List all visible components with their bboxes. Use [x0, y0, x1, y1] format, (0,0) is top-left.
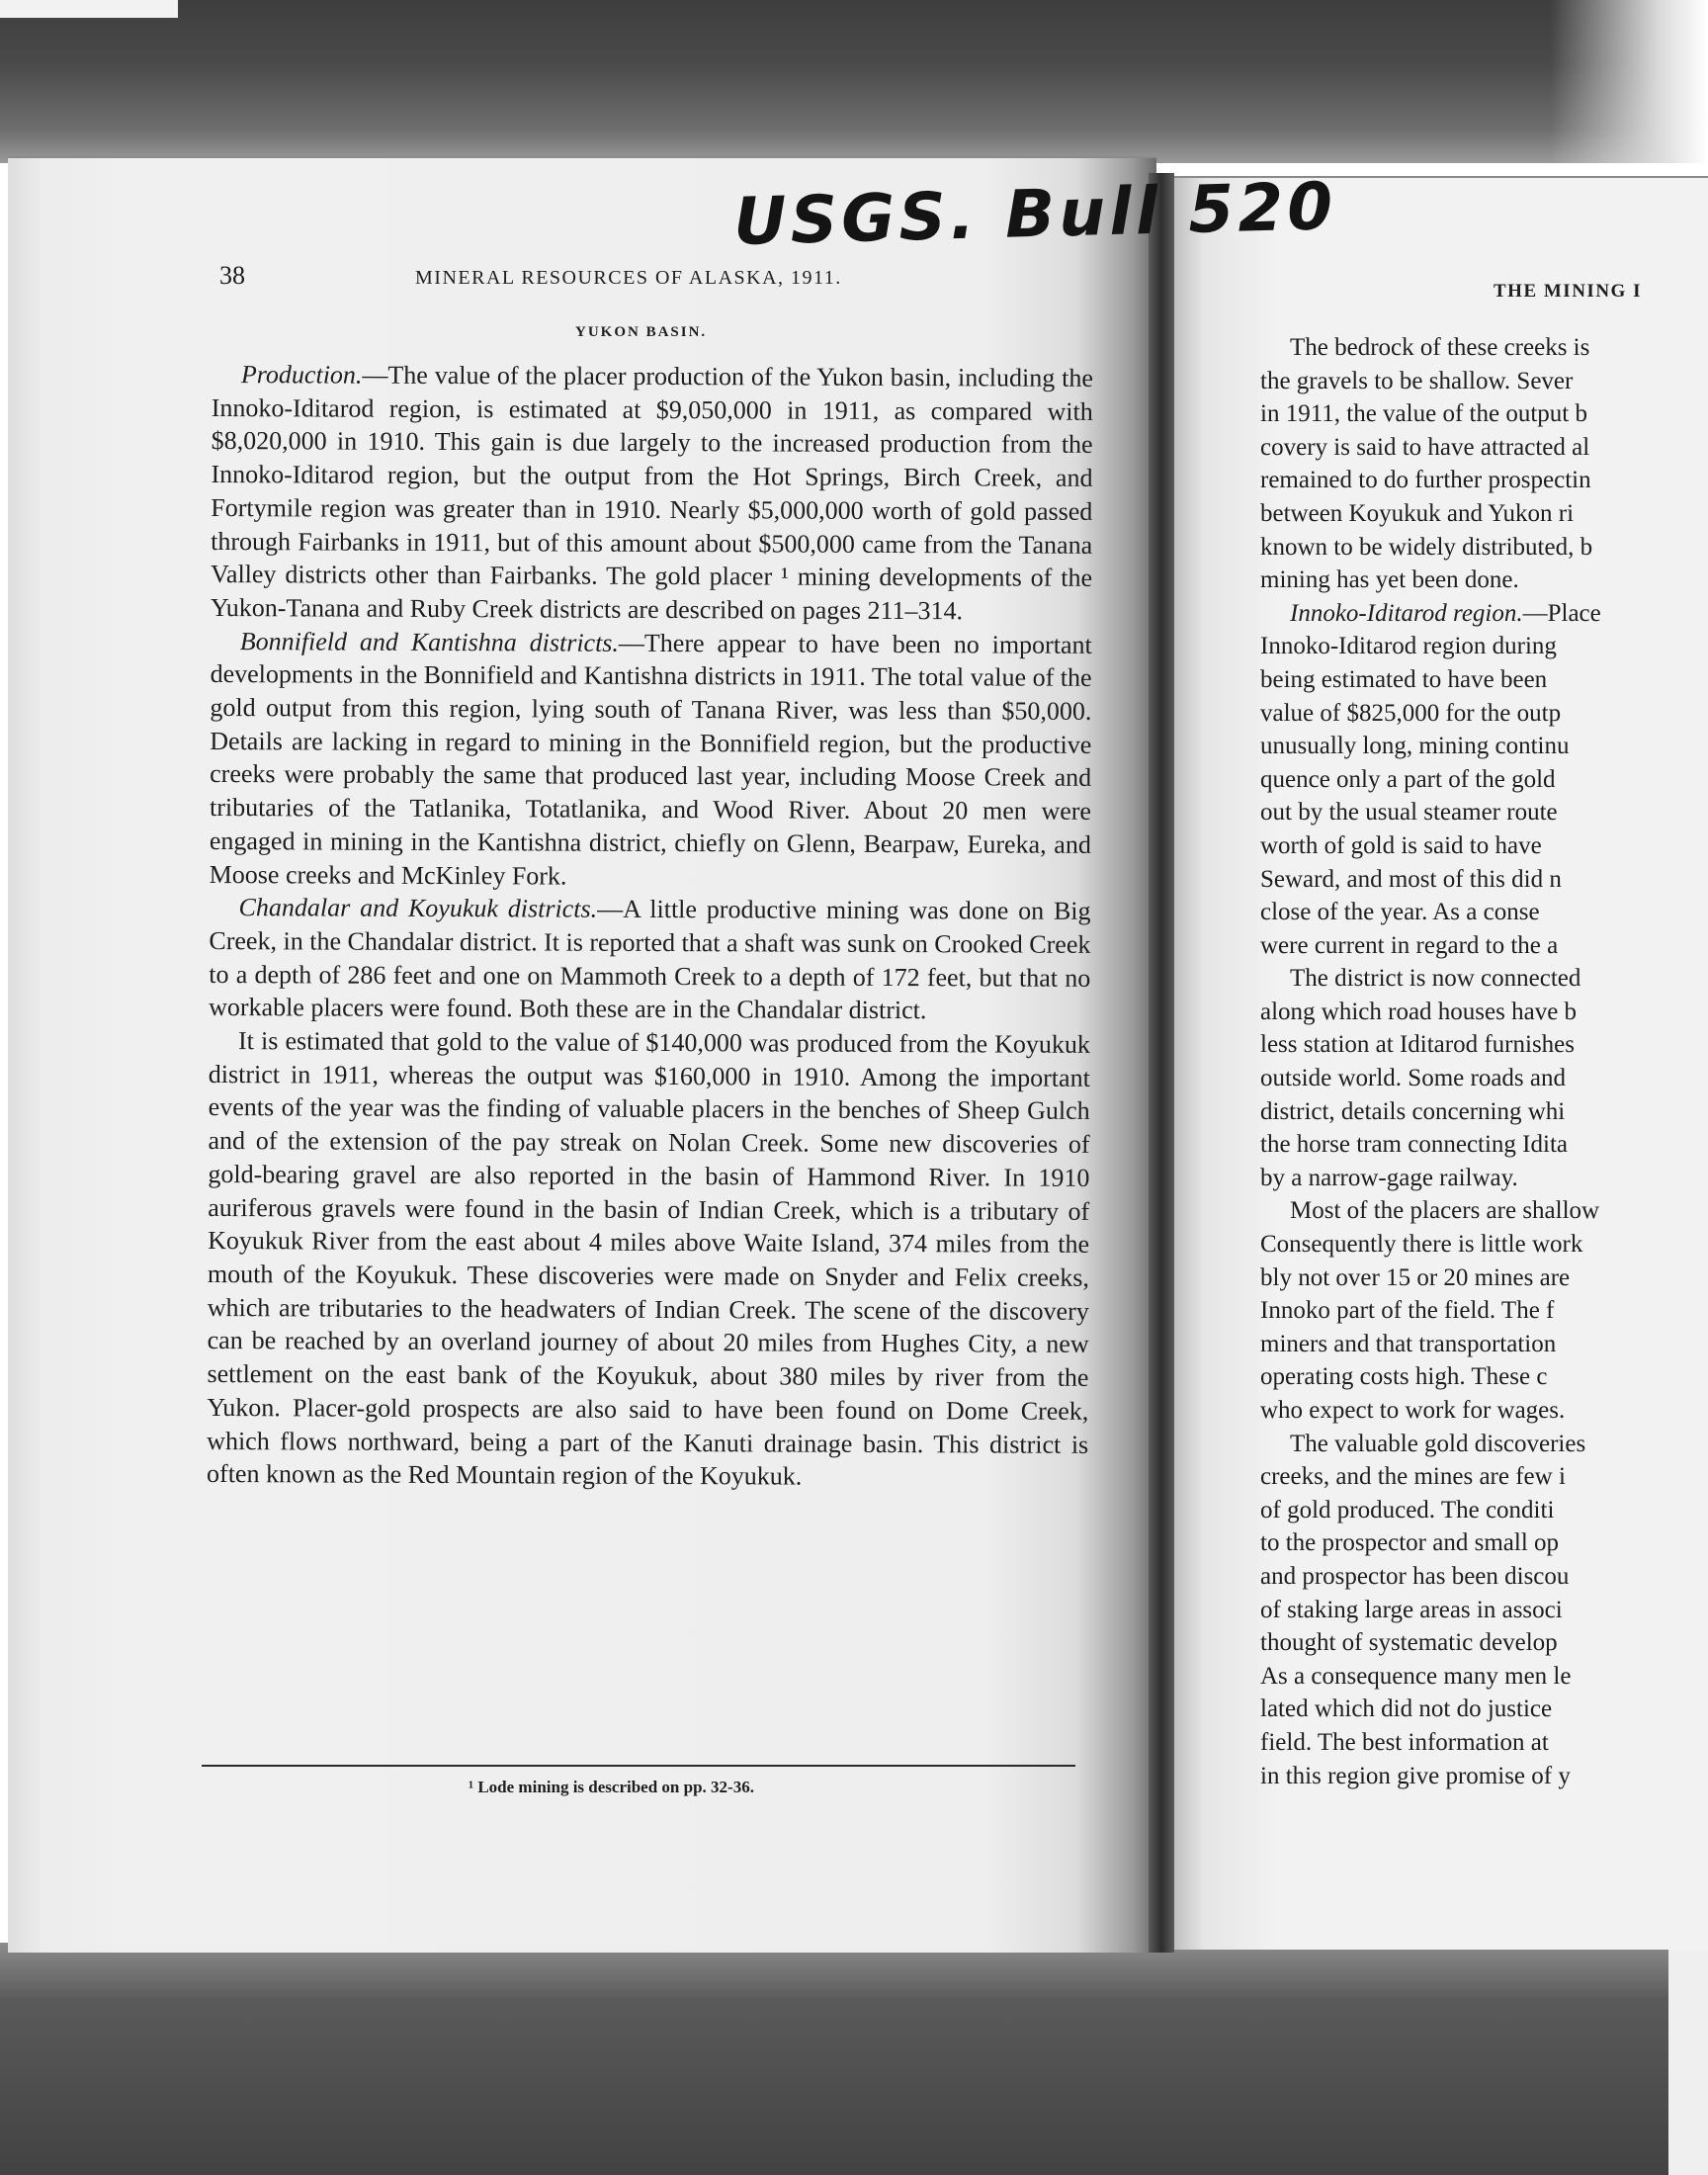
- right-text-line: [1260, 1460, 1708, 1494]
- right-text-line: [1260, 1726, 1708, 1760]
- right-text-line: [1260, 531, 1708, 565]
- right-text-line: [1260, 630, 1708, 663]
- paragraph-bonnifield: [210, 625, 1092, 896]
- right-text-line: [1260, 1028, 1708, 1062]
- right-text-line: [1260, 497, 1708, 531]
- right-text-line: [1260, 397, 1708, 431]
- right-line-text: close of the year. As a conse: [1260, 899, 1540, 926]
- right-text-line: [1260, 796, 1708, 829]
- right-line-text: quence only a part of the gold: [1260, 765, 1556, 793]
- right-text-line: [1260, 730, 1708, 763]
- right-line-text: were current in regard to the a: [1260, 931, 1559, 959]
- right-text-line: [1260, 331, 1708, 365]
- right-line-text: worth of gold is said to have: [1260, 831, 1542, 859]
- right-text-line: [1260, 597, 1708, 631]
- scan-background-top: [0, 0, 1708, 163]
- right-line-text: outside world. Some roads and: [1260, 1065, 1566, 1092]
- right-text-line: [1260, 1560, 1708, 1594]
- right-text-line: [1260, 1128, 1708, 1162]
- scan-corner: [0, 0, 178, 18]
- right-line-text: bly not over 15 or 20 mines are: [1260, 1263, 1571, 1291]
- right-text-line: [1260, 1262, 1708, 1295]
- right-text-line: [1260, 1660, 1708, 1694]
- right-line-text: —Place: [1522, 599, 1601, 627]
- right-line-text: creeks, and the mines are few i: [1260, 1463, 1566, 1491]
- right-text-line: [1260, 1594, 1708, 1627]
- right-line-text: Innoko-Iditarod region during: [1260, 633, 1557, 660]
- page-number: 38: [219, 261, 245, 290]
- right-line-text: operating costs high. These c: [1260, 1363, 1548, 1391]
- left-body-text: [207, 358, 1093, 1495]
- section-heading: YUKON BASIN.: [575, 324, 708, 340]
- right-line-text: mining has yet been done.: [1260, 566, 1519, 594]
- paragraph-chandalar: [209, 891, 1091, 1028]
- right-text-line: [1260, 896, 1708, 929]
- paragraph-text: —The value of the placer production of the Yukon basin, including the Innoko-Iditarod region, is estimated at $9,050,000 in 1911, as compared with $8,020,000 in 1910. This gain is due largely to the increased production from the Innoko-Iditarod region, but the output from the Hot Springs, Birch Creek, and Fortymile region was greater than in 1910. Nearly $5,000,000 worth of gold passed through Fairbanks in 1911, but of this amount about $500,000 came from the Tanana Valley districts other than Fairbanks. The gold placer ¹ mining developments of the Yukon-Tanana and Ruby Creek districts are described on pages 211–314.: [210, 360, 1093, 626]
- right-line-text: in this region give promise of y: [1260, 1762, 1571, 1789]
- paragraph-text: —A little productive mining was done on Big Creek, in the Chandalar district. It is reported that a shaft was sunk on Crooked Creek to a depth of 286 feet and one on Mammoth Creek to a depth of 172 feet, but that no workable placers were found. Both these are in the Chandalar district.: [209, 894, 1091, 1025]
- scan-background-bottom: [0, 1943, 1708, 2175]
- right-text-line: [1260, 1693, 1708, 1726]
- right-text-line: [1260, 1194, 1708, 1228]
- right-text-line: [1260, 763, 1708, 797]
- right-line-text: along which road houses have b: [1260, 998, 1578, 1025]
- right-text-line: [1260, 996, 1708, 1029]
- right-line-text: of staking large areas in associ: [1260, 1596, 1563, 1623]
- paragraph-text: It is estimated that gold to the value of $140,000 was produced from the Koyukuk district in 1911, whereas the output was $160,000 in 1910. Among the important events of the year was the finding of valuable placers in the benches of Sheep Gulch and of the extension of the pay streak on Nolan Creek. Some new discoveries of gold-bearing gravel are also reported in the basin of Hammond River. In 1910 auriferous gravels were found in the basin of Indian Creek, which is a tributary of Koyukuk River from the east about 4 miles above Waite Island, 374 miles from the mouth of the Koyukuk. These discoveries were made on Snyder and Felix creeks, which are tributaries to the headwaters of Indian Creek. The scene of the discovery can be reached by an overland journey of about 20 miles from Hughes City, a new settlement on the east bank of the Koyukuk, about 380 miles by river from the Yukon. Placer-gold prospects are also said to have been found on Dome Creek, which flows northward, being a part of the Kanuti drainage basin. This district is often known as the Red Mountain region of the Koyukuk.: [207, 1026, 1091, 1491]
- right-running-title: THE MINING I: [1494, 281, 1642, 302]
- right-line-text: thought of systematic develop: [1260, 1629, 1558, 1657]
- right-text-line: [1260, 464, 1708, 497]
- right-text-line: [1260, 1095, 1708, 1129]
- right-line-text: to the prospector and small op: [1260, 1529, 1560, 1557]
- right-text-line: [1260, 365, 1708, 398]
- right-line-text: between Koyukuk and Yukon ri: [1260, 499, 1575, 527]
- right-line-text: and prospector has been discou: [1260, 1562, 1570, 1590]
- book-gutter: [1149, 173, 1174, 1953]
- paragraph-lead: Chandalar and Koyukuk districts.: [238, 893, 598, 923]
- right-line-text: the gravels to be shallow. Sever: [1260, 367, 1574, 394]
- right-line-text: known to be widely distributed, b: [1260, 533, 1593, 561]
- paragraph-text: —There appear to have been no important developments in the Bonnifield and Kantishna districts in 1911. The total value of the gold output from this region, lying south of Tanana River, was less than $50,000. Details are lacking in regard to mining in the Bonnifield region, but the productive creeks were probably the same that produced last year, including Moose Creek and tributaries of the Tatlanika, Totatlanika, and Wood River. About 20 men were engaged in mining in the Kantishna district, chiefly on Glenn, Bearpaw, Eureka, and Moose creeks and McKinley Fork.: [209, 628, 1092, 891]
- right-line-text: by a narrow-gage railway.: [1260, 1164, 1518, 1191]
- right-line-text: covery is said to have attracted al: [1260, 433, 1590, 461]
- footnote: ¹ Lode mining is described on pp. 32-36.: [469, 1778, 754, 1796]
- right-line-text: the horse tram connecting Idita: [1260, 1131, 1568, 1159]
- right-line-text: The valuable gold discoveries: [1290, 1430, 1586, 1457]
- right-line-lead: Innoko-Iditarod region.: [1290, 599, 1523, 627]
- right-text-line: [1260, 1428, 1708, 1461]
- right-text-line: [1260, 1494, 1708, 1527]
- right-line-text: less station at Iditarod furnishes: [1260, 1031, 1575, 1059]
- right-text-line: [1260, 962, 1708, 996]
- right-line-text: As a consequence many men le: [1260, 1662, 1572, 1690]
- right-line-text: Seward, and most of this did n: [1260, 865, 1562, 893]
- right-text-line: [1260, 863, 1708, 897]
- running-title: MINERAL RESOURCES OF ALASKA, 1911.: [415, 267, 842, 289]
- right-line-text: The district is now connected: [1290, 965, 1581, 993]
- right-line-text: remained to do further prospectin: [1260, 467, 1591, 494]
- right-text-line: [1260, 1526, 1708, 1560]
- paragraph-lead: Bonnifield and Kantishna districts.: [239, 626, 620, 657]
- right-text-line: [1260, 431, 1708, 465]
- right-line-text: of gold produced. The conditi: [1260, 1496, 1555, 1523]
- right-text-line: [1260, 1360, 1708, 1394]
- right-text-line: [1260, 1394, 1708, 1428]
- right-text-line: [1260, 1294, 1708, 1328]
- right-line-text: lated which did not do justice: [1260, 1696, 1553, 1723]
- right-text-line: [1260, 1228, 1708, 1262]
- right-line-text: unusually long, mining continu: [1260, 733, 1570, 760]
- right-line-text: value of $825,000 for the outp: [1260, 699, 1562, 727]
- right-line-text: district, details concerning whi: [1260, 1097, 1566, 1125]
- handwritten-annotation: USGS. Bull 520: [732, 168, 1338, 260]
- right-line-text: in 1911, the value of the output b: [1260, 400, 1587, 428]
- right-line-text: field. The best information at: [1260, 1728, 1549, 1756]
- paragraph-koyukuk: [207, 1024, 1090, 1495]
- scan-edge-fade: [1550, 0, 1708, 163]
- right-text-line: [1260, 564, 1708, 597]
- right-text-line: [1260, 1328, 1708, 1361]
- paragraph-lead: Production.: [240, 360, 363, 390]
- right-text-line: [1260, 1162, 1708, 1195]
- right-line-text: Consequently there is little work: [1260, 1231, 1583, 1259]
- right-line-text: out by the usual steamer route: [1260, 799, 1558, 826]
- right-line-text: being estimated to have been: [1260, 665, 1548, 693]
- right-line-text: Most of the placers are shallow: [1290, 1197, 1600, 1225]
- right-column-text: [1260, 331, 1708, 1792]
- right-text-line: [1260, 929, 1708, 963]
- right-line-text: Innoko part of the field. The f: [1260, 1297, 1555, 1325]
- footnote-rule: [202, 1765, 1075, 1767]
- right-text-line: [1260, 829, 1708, 863]
- paragraph-production: [211, 358, 1093, 629]
- right-text-line: [1260, 663, 1708, 697]
- right-text-line: [1260, 1626, 1708, 1660]
- right-line-text: The bedrock of these creeks is: [1290, 334, 1590, 361]
- right-text-line: [1260, 1062, 1708, 1095]
- right-text-line: [1260, 697, 1708, 731]
- right-text-line: [1260, 1760, 1708, 1793]
- scan-edge: [1668, 1943, 1708, 2175]
- right-line-text: who expect to work for wages.: [1260, 1397, 1566, 1424]
- right-line-text: miners and that transportation: [1260, 1330, 1557, 1357]
